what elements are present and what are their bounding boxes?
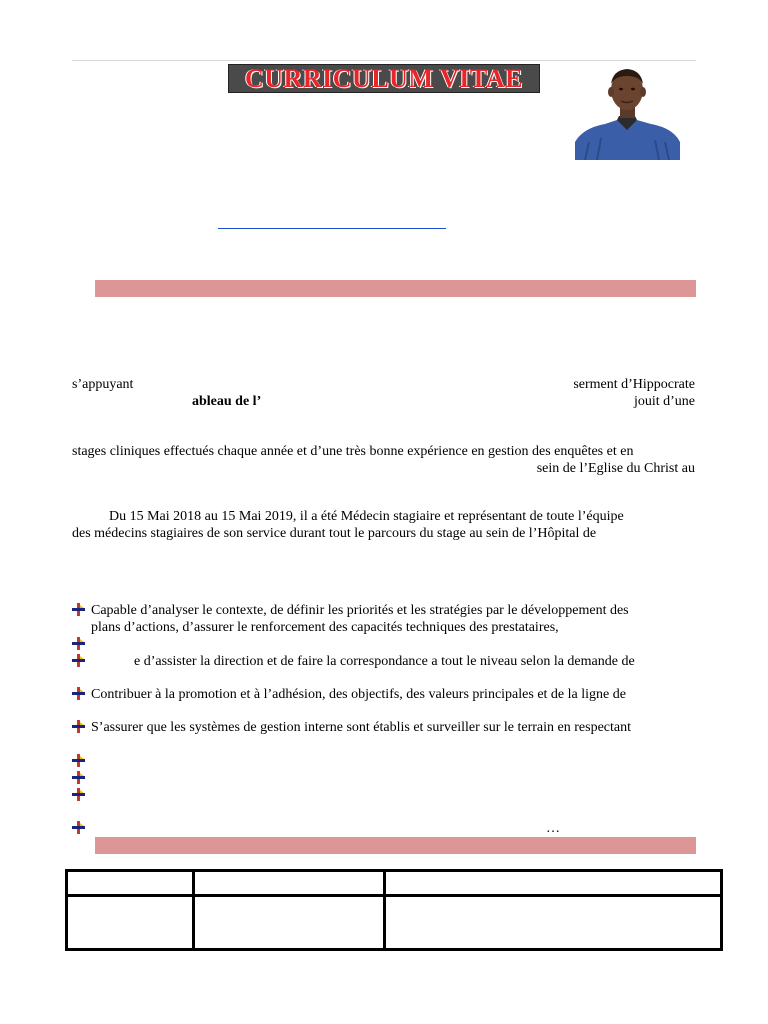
- table-cell: [385, 895, 722, 949]
- profile-line1-left: s’appuyant: [72, 377, 134, 392]
- arrow-cross-bullet-icon: [72, 603, 85, 616]
- skill-text-5: S’assurer que les systèmes de gestion interne sont établis et surveiller sur le terrain en respectant: [91, 720, 631, 735]
- skill-bullet-5: [72, 720, 85, 738]
- skill-bullet-9: [72, 821, 85, 839]
- profile-line2-bold: ableau de l’: [192, 394, 262, 409]
- skill-bullet-8: [72, 788, 85, 806]
- arrow-cross-bullet-icon: [72, 771, 85, 784]
- skill-bullet-3: [72, 654, 85, 672]
- skill-text-4: Contribuer à la promotion et à l’adhésion, des objectifs, des valeurs principales et de la ligne de: [91, 687, 626, 702]
- skill-text-1: Capable d’analyser le contexte, de définir les priorités et les stratégies par le développement des: [91, 603, 629, 618]
- skill-bullet-2: [72, 637, 85, 655]
- arrow-cross-bullet-icon: [72, 637, 85, 650]
- table-row: [67, 871, 722, 896]
- table-cell: [67, 871, 194, 896]
- email-link-underline[interactable]: [218, 228, 446, 229]
- arrow-cross-bullet-icon: [72, 654, 85, 667]
- person-portrait-icon: [575, 62, 680, 160]
- table-cell: [385, 871, 722, 896]
- skill-bullet-4: [72, 687, 85, 705]
- experience-para-line1: Du 15 Mai 2018 au 15 Mai 2019, il a été Médecin stagiaire et représentant de toute l’équipe: [109, 509, 624, 524]
- skill-text-3: e d’assister la direction et de faire la correspondance a tout le niveau selon la demande de: [134, 654, 635, 669]
- cv-title-box: [228, 64, 540, 93]
- table-row: [67, 895, 722, 949]
- table-cell: [67, 895, 194, 949]
- skill-bullet-6: [72, 754, 85, 772]
- section-bar-profile: [95, 280, 696, 297]
- table-cell: [194, 871, 385, 896]
- experience-para-line2: des médecins stagiaires de son service durant tout le parcours du stage au sein de l’Hôpital de: [72, 526, 597, 541]
- section-bar-education: [95, 837, 696, 854]
- header-rule: [72, 60, 696, 61]
- arrow-cross-bullet-icon: [72, 754, 85, 767]
- profile-line1-right: serment d’Hippocrate: [573, 377, 695, 392]
- arrow-cross-bullet-icon: [72, 720, 85, 733]
- arrow-cross-bullet-icon: [72, 788, 85, 801]
- arrow-cross-bullet-icon: [72, 821, 85, 834]
- profile-line3: stages cliniques effectués chaque année et d’une très bonne expérience en gestion des enquêtes et en: [72, 444, 634, 459]
- cv-title: CURRICULUM VITAE: [245, 63, 523, 93]
- skill-text-9-ellipsis: …: [546, 821, 560, 836]
- education-table: [65, 869, 723, 951]
- education-table-grid: [65, 869, 723, 951]
- table-cell: [194, 895, 385, 949]
- arrow-cross-bullet-icon: [72, 687, 85, 700]
- profile-line2-right: jouit d’une: [633, 394, 695, 409]
- skill-text-1-cont: plans d’actions, d’assurer le renforcement des capacités techniques des prestataires,: [91, 620, 559, 635]
- profile-line4-right: sein de l’Eglise du Christ au: [536, 461, 695, 476]
- profile-photo: [575, 62, 680, 160]
- skill-bullet-7: [72, 771, 85, 789]
- skill-bullet-1: [72, 603, 85, 621]
